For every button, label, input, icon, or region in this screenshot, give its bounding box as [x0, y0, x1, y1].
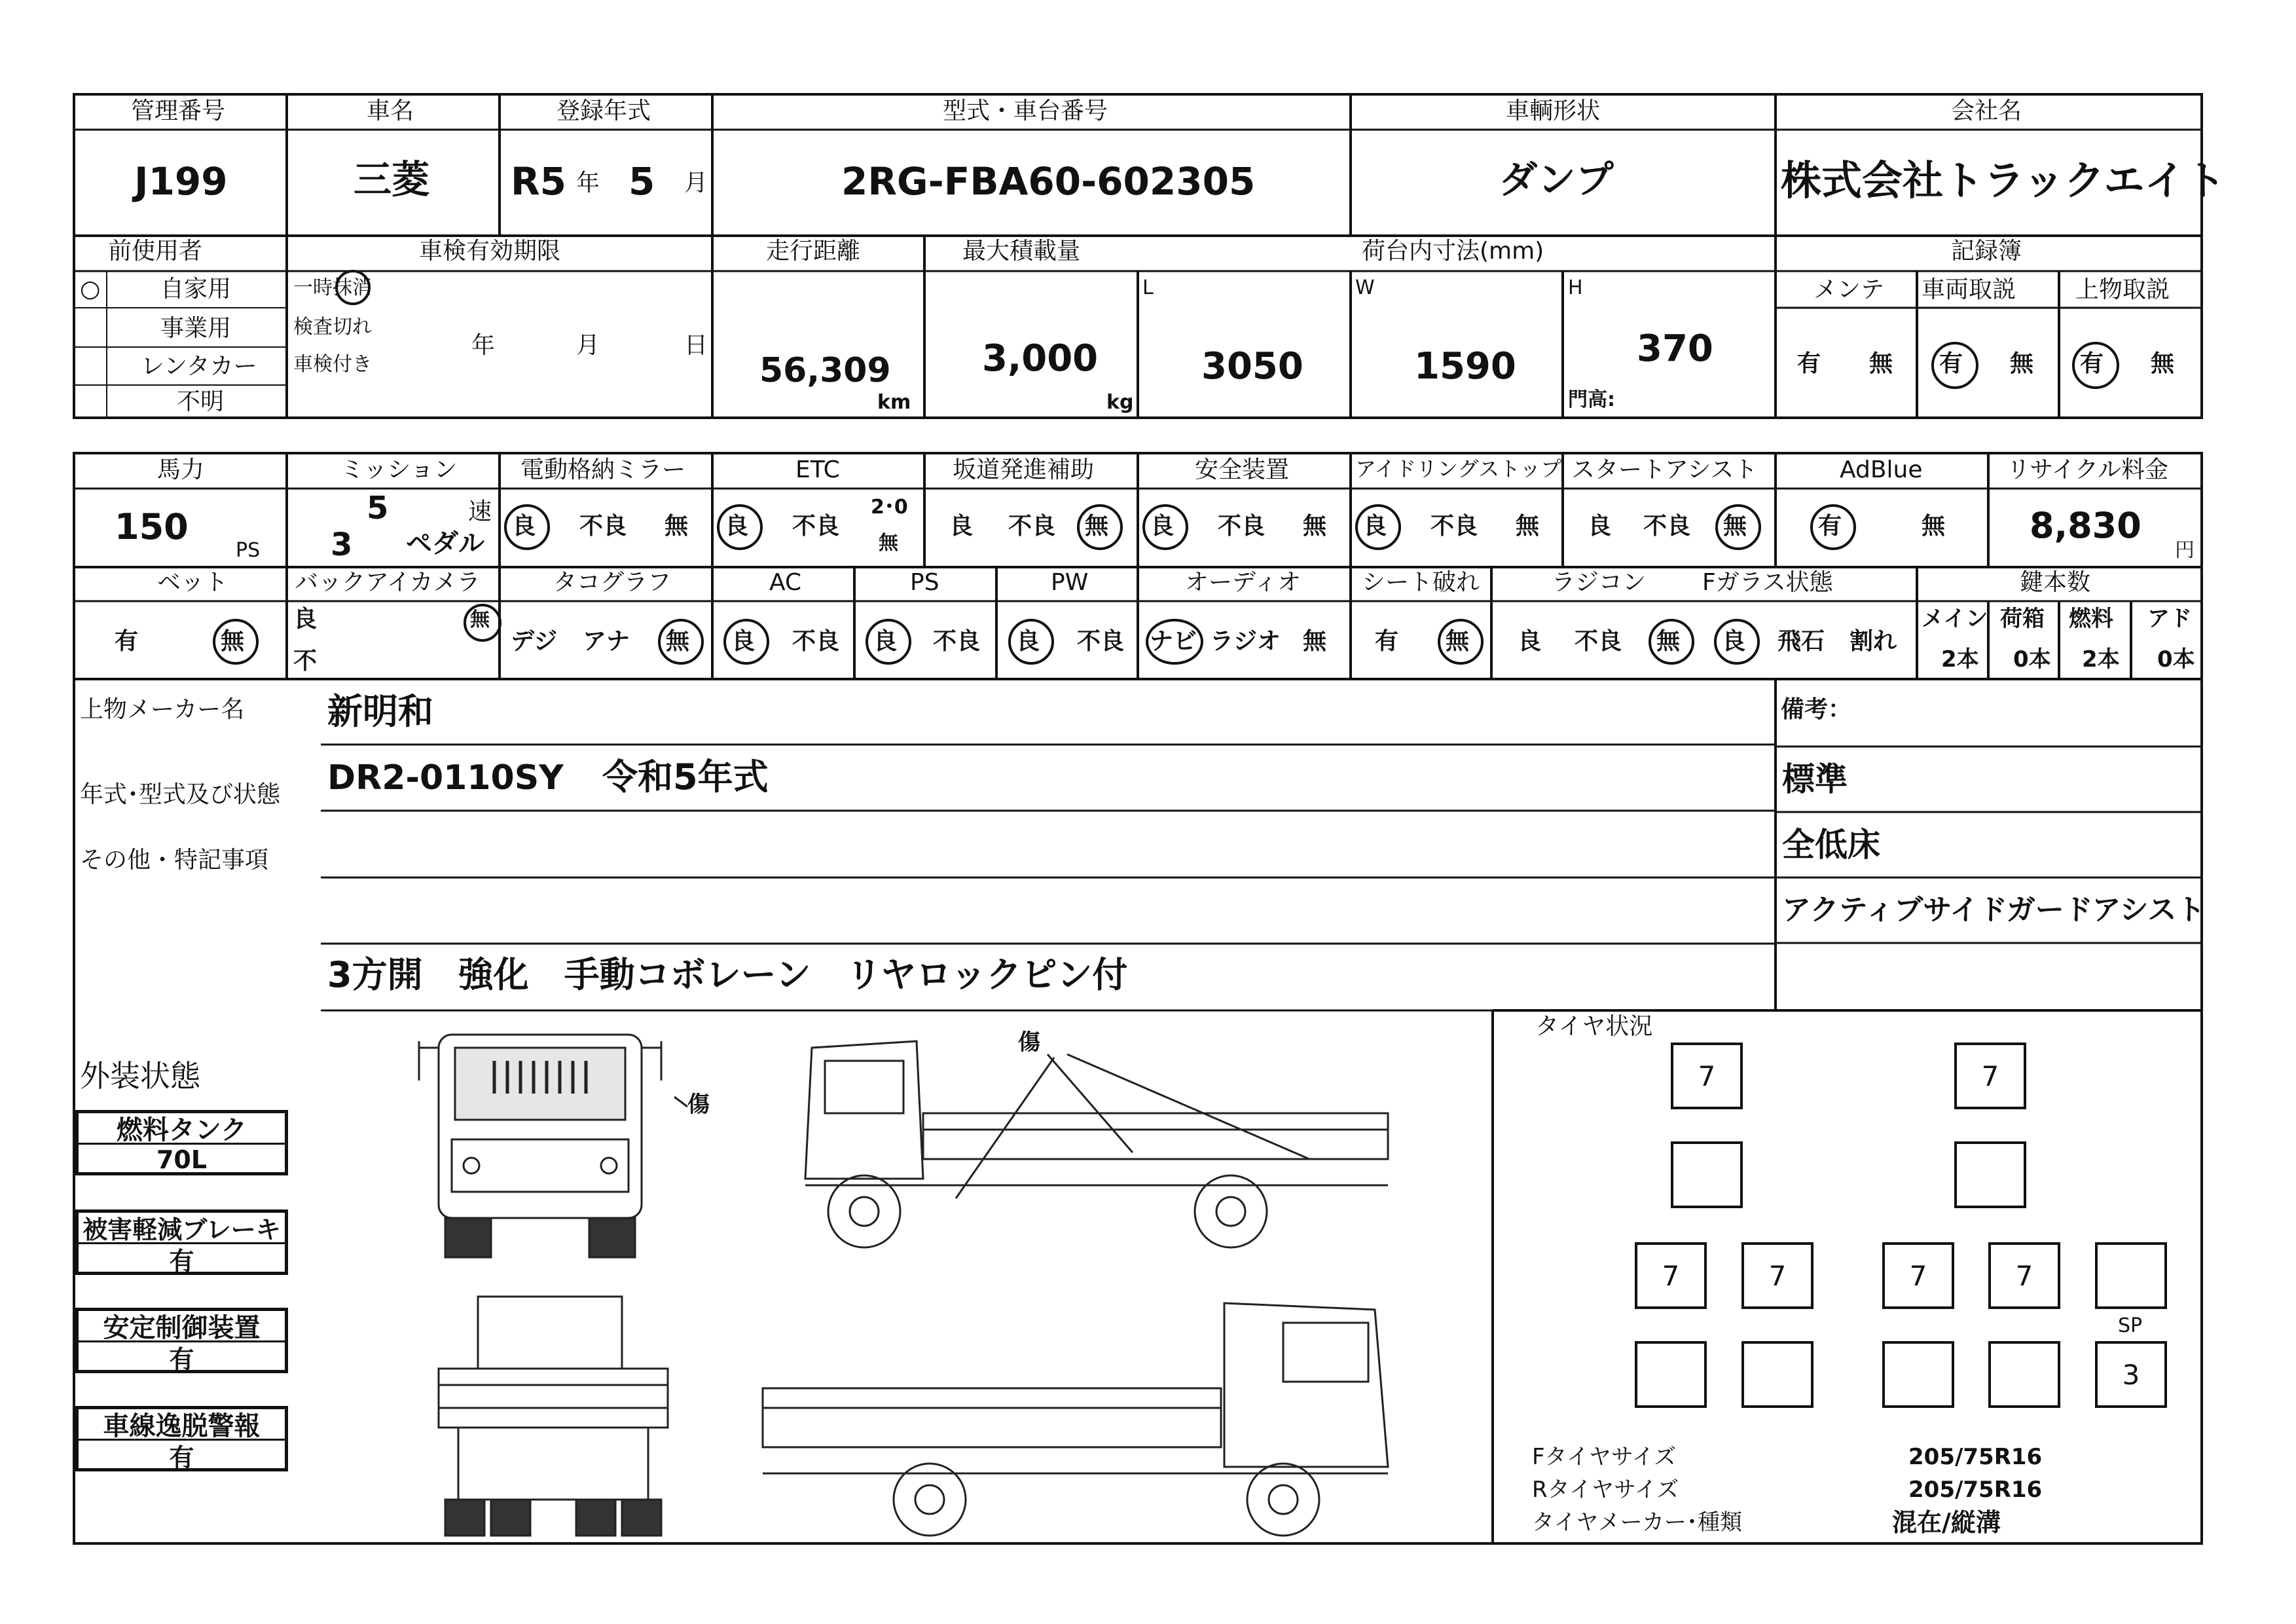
- bed-L-label: L: [1142, 276, 1154, 299]
- bed-H-label: H: [1568, 276, 1583, 299]
- tire-rear-left-inner-2: [1741, 1341, 1813, 1408]
- key-main-count: 2本: [1941, 646, 1979, 673]
- label-mission: ミッション: [340, 456, 458, 483]
- key-fuel-count: 2本: [2082, 646, 2120, 673]
- bed-width: 1590: [1414, 345, 1516, 388]
- damage-label-side: 傷: [1018, 1029, 1040, 1056]
- radio-ctrl-good: 良: [1518, 628, 1542, 655]
- mission-speeds: 5: [367, 490, 389, 526]
- collision-brake-label: 被害軽減ブレーキ: [79, 1213, 285, 1244]
- inspection-temp-removal: 一時抹消: [293, 276, 372, 299]
- label-body-maker: 上物メーカー名: [80, 696, 245, 723]
- gate-height-label: 門高:: [1568, 388, 1615, 411]
- damage-label-front: 傷: [687, 1092, 710, 1118]
- mileage-value: 56,309: [759, 351, 891, 390]
- mission-speed-unit: 速: [468, 498, 492, 525]
- key-ad-count: 0本: [2157, 646, 2195, 673]
- inspection-valid: 車検付き: [293, 353, 372, 376]
- lane-departure-label: 車線逸脱警報: [79, 1409, 285, 1441]
- stability-control-label: 安定制御装置: [79, 1311, 285, 1342]
- ac-bad: 不良: [792, 628, 840, 655]
- body-maker: 新明和: [327, 691, 433, 732]
- label-prev-user: 前使用者: [108, 238, 203, 265]
- label-safety: 安全装置: [1195, 456, 1290, 483]
- max-load-value: 3,000: [982, 337, 1099, 380]
- label-tachograph: タコグラフ: [553, 569, 672, 596]
- label-model-no: 型式・車台番号: [943, 98, 1108, 124]
- label-hill-assist: 坂道発進補助: [953, 456, 1095, 483]
- inspection-expired: 検査切れ: [293, 316, 372, 339]
- ps-bad: 不良: [933, 628, 981, 655]
- recycle-fee: 8,830: [2030, 505, 2141, 546]
- label-etc: ETC: [795, 456, 840, 483]
- bed-none: 無: [221, 628, 245, 655]
- glass-good: 良: [1722, 628, 1746, 655]
- tire-rear-right-inner: 7: [1882, 1242, 1954, 1309]
- tire-extra: [2095, 1242, 2167, 1309]
- label-start-assist: スタートアシスト: [1571, 456, 1758, 483]
- exterior-title: 外装状態: [80, 1058, 200, 1094]
- mileage-unit: km: [877, 391, 911, 414]
- adblue-yes: 有: [1818, 513, 1842, 540]
- tire-front-right: 7: [1954, 1043, 2026, 1109]
- hp-unit: PS: [236, 539, 261, 562]
- label-body-shape: 車輌形状: [1506, 98, 1601, 124]
- tire-rear-right-outer-2: [1988, 1341, 2060, 1408]
- adblue-none: 無: [1922, 513, 1946, 540]
- mission-pedals: 3: [331, 526, 353, 563]
- safety-none: 無: [1303, 513, 1327, 540]
- tire-rear-left-outer: 7: [1635, 1242, 1707, 1309]
- hill-bad: 不良: [1008, 513, 1056, 540]
- remark-low-floor: 全低床: [1782, 826, 1880, 864]
- bed-yes: 有: [115, 628, 139, 655]
- label-seat-tear: シート破れ: [1362, 569, 1480, 596]
- date-day-unit: 日: [684, 332, 708, 359]
- fuel-tank-label: 燃料タンク: [79, 1113, 285, 1145]
- label-inspection: 車検有効期限: [419, 238, 561, 265]
- spare-label: SP: [2118, 1314, 2143, 1337]
- truck-rear-view: [439, 1297, 668, 1536]
- front-tire-size: 205/75R16: [1908, 1444, 2043, 1470]
- label-back-camera: バックアイカメラ: [295, 569, 481, 596]
- tire-rear-right-inner-2: [1882, 1341, 1954, 1408]
- tacho-none: 無: [666, 628, 690, 655]
- label-adblue: AdBlue: [1840, 456, 1923, 483]
- collision-brake-value: 有: [169, 1247, 194, 1276]
- max-load-unit: kg: [1106, 391, 1134, 414]
- label-body-manual: 上物取説: [2075, 276, 2170, 303]
- label-company: 会社名: [1951, 98, 2022, 124]
- radio-ctrl-none: 無: [1656, 628, 1681, 655]
- label-other-notes: その他・特記事項: [80, 847, 269, 874]
- rear-tire-size: 205/75R16: [1908, 1477, 2043, 1503]
- truck-side-view-right: [805, 1041, 1388, 1247]
- idle-bad: 不良: [1430, 513, 1478, 540]
- date-month-unit: 月: [576, 332, 600, 359]
- body-features: 3方開 強化 手動コボレーン リヤロックピン付: [327, 954, 1128, 995]
- key-ad-label: アド: [2147, 606, 2192, 632]
- pw-bad: 不良: [1077, 628, 1125, 655]
- front-tire-size-label: Fタイヤサイズ: [1532, 1444, 1677, 1470]
- safety-bad: 不良: [1218, 513, 1266, 540]
- etc-good: 良: [725, 513, 749, 540]
- camera-none: 無: [470, 608, 490, 631]
- hill-none: 無: [1085, 513, 1109, 540]
- tire-condition-title: タイヤ状況: [1535, 1013, 1653, 1040]
- bed-length: 3050: [1201, 345, 1303, 388]
- start-none: 無: [1723, 513, 1747, 540]
- label-ac: AC: [769, 569, 802, 596]
- pw-good: 良: [1016, 628, 1040, 655]
- vehicle-manual-no: 無: [2010, 350, 2034, 377]
- body-manual-yes: 有: [2080, 350, 2104, 377]
- tire-rear-left-outer-2: [1635, 1341, 1707, 1408]
- label-recycle: リサイクル料金: [2007, 456, 2168, 483]
- safety-good: 良: [1150, 513, 1175, 540]
- label-bed-dims: 荷台内寸法(mm): [1362, 238, 1544, 265]
- label-vehicle-manual: 車両取説: [1922, 276, 2016, 303]
- prev-user-marker: ○: [80, 276, 101, 303]
- label-bed: ベット: [157, 569, 228, 596]
- ps-good: 良: [873, 628, 898, 655]
- tacho-digital: デジ: [511, 628, 558, 655]
- year-unit: 年: [576, 170, 600, 196]
- date-year-unit: 年: [471, 332, 496, 359]
- etc-bad: 不良: [792, 513, 840, 540]
- collision-brake-box: [75, 1209, 288, 1275]
- truck-diagram: [406, 1022, 1427, 1539]
- mirror-none: 無: [665, 513, 689, 540]
- body-shape: ダンプ: [1499, 157, 1614, 202]
- hp-value: 150: [115, 506, 189, 547]
- tire-front-right-2: [1954, 1141, 2026, 1208]
- start-bad: 不良: [1643, 513, 1691, 540]
- stability-control-value: 有: [169, 1345, 194, 1374]
- lane-departure-value: 有: [169, 1443, 194, 1472]
- label-audio: オーディオ: [1185, 569, 1302, 596]
- glass-chip: 飛石: [1777, 628, 1825, 655]
- seat-none: 無: [1446, 628, 1470, 655]
- label-radio-control: ラジコン: [1552, 569, 1647, 596]
- label-ps: PS: [910, 569, 939, 596]
- radio-ctrl-bad: 不良: [1575, 628, 1622, 655]
- selected-circle: [335, 270, 371, 305]
- truck-front-view: [419, 1035, 661, 1257]
- start-good: 良: [1588, 513, 1612, 540]
- mirror-bad: 不良: [579, 513, 627, 540]
- body-model: DR2-0110SY: [327, 758, 564, 798]
- tacho-analog: アナ: [583, 628, 630, 655]
- tire-maker-label: タイヤメーカー･種類: [1532, 1509, 1742, 1536]
- label-mirror: 電動格納ミラー: [520, 456, 686, 483]
- tire-rear-right-outer: 7: [1988, 1242, 2060, 1309]
- remark-standard: 標準: [1782, 760, 1848, 798]
- label-mileage: 走行距離: [766, 238, 861, 265]
- audio-none: 無: [1303, 628, 1327, 655]
- label-reg-year: 登録年式: [556, 98, 651, 124]
- label-keys: 鍵本数: [2020, 569, 2091, 596]
- key-fuel-label: 燃料: [2069, 606, 2113, 632]
- mgmt-no: J199: [134, 159, 228, 204]
- camera-good: 良: [293, 606, 318, 633]
- idle-none: 無: [1516, 513, 1540, 540]
- label-glass: Fガラス状態: [1702, 569, 1833, 596]
- label-hp: 馬力: [157, 456, 205, 483]
- label-idle-stop: アイドリングストップ: [1355, 456, 1562, 481]
- body-era: 令和5年式: [602, 756, 769, 798]
- prev-user-unknown: 不明: [177, 388, 225, 415]
- stability-control-box: [75, 1308, 288, 1373]
- tire-maker: 混在/縦溝: [1892, 1508, 2001, 1537]
- label-remarks: 備考：: [1781, 696, 1852, 723]
- ac-good: 良: [731, 628, 756, 655]
- label-maintenance: メンテ: [1813, 276, 1885, 303]
- tire-front-left: 7: [1671, 1043, 1743, 1109]
- body-manual-no: 無: [2151, 350, 2175, 377]
- recycle-unit: 円: [2175, 539, 2195, 562]
- audio-radio: ラジオ: [1210, 628, 1281, 655]
- key-cargo-count: 0本: [2013, 646, 2051, 673]
- etc-version-none: 無: [879, 532, 898, 555]
- key-main-label: メイン: [1922, 606, 1988, 632]
- truck-side-view-left: [763, 1303, 1388, 1536]
- prev-user-rental: レンタカー: [141, 353, 257, 380]
- remark-side-guard: アクティブサイドガードアシスト: [1782, 893, 2206, 927]
- prev-user-private: 自家用: [160, 276, 232, 303]
- label-pw: PW: [1051, 569, 1089, 596]
- car-name: 三菱: [354, 157, 430, 202]
- label-records: 記録簿: [1951, 238, 2022, 265]
- bed-height: 370: [1637, 327, 1713, 370]
- fuel-tank-box: [75, 1110, 288, 1175]
- prev-user-business: 事業用: [160, 315, 232, 342]
- mission-pedal-unit: ペダル: [406, 528, 484, 559]
- hill-good: 良: [949, 513, 974, 540]
- tire-spare: 3: [2095, 1341, 2167, 1408]
- maint-no: 無: [1869, 350, 1893, 377]
- glass-crack: 割れ: [1850, 628, 1897, 655]
- model-no: 2RG-FBA60-602305: [841, 159, 1256, 204]
- maint-yes: 有: [1797, 350, 1821, 377]
- reg-month: 5: [629, 159, 655, 204]
- bed-W-label: W: [1355, 276, 1375, 299]
- tire-front-left-2: [1671, 1141, 1743, 1208]
- idle-good: 良: [1363, 513, 1387, 540]
- company-name: 株式会社トラックエイト: [1781, 157, 2226, 204]
- lane-departure-box: [75, 1406, 288, 1471]
- label-car-name: 車名: [367, 98, 414, 124]
- etc-version: 2･0: [871, 496, 908, 519]
- month-unit: 月: [684, 170, 708, 196]
- label-mgmt-no: 管理番号: [131, 98, 226, 124]
- mirror-good: 良: [512, 513, 536, 540]
- key-cargo-label: 荷箱: [2000, 606, 2045, 632]
- label-year-model: 年式･型式及び状態: [80, 781, 281, 808]
- reg-era: R5: [511, 159, 567, 204]
- camera-bad: 不: [293, 648, 318, 674]
- label-max-load: 最大積載量: [962, 238, 1081, 265]
- rear-tire-size-label: Rタイヤサイズ: [1532, 1477, 1679, 1503]
- fuel-tank-value: 70L: [156, 1145, 208, 1174]
- seat-yes: 有: [1375, 628, 1399, 655]
- vehicle-manual-yes: 有: [1939, 350, 1963, 377]
- audio-navi: ナビ: [1150, 628, 1197, 655]
- tire-rear-left-inner: 7: [1741, 1242, 1813, 1309]
